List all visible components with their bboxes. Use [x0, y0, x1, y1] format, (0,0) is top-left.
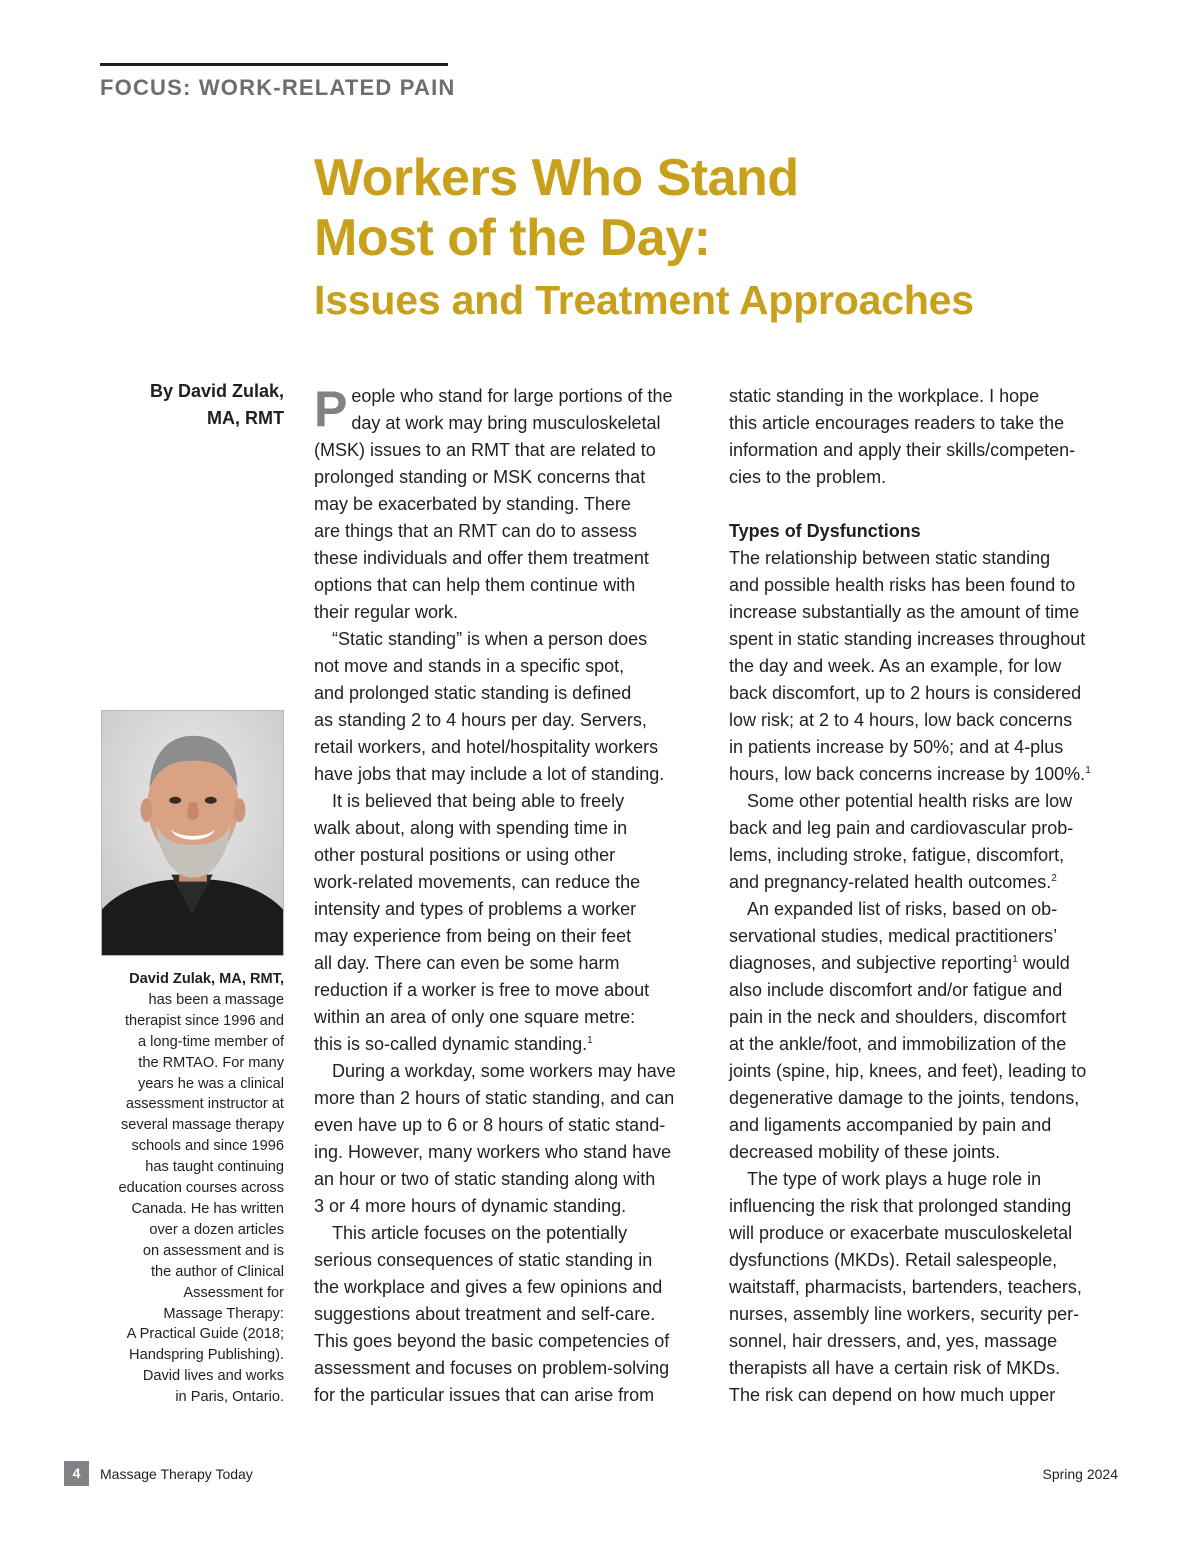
top-rule — [100, 63, 448, 66]
text-line: The type of work plays a huge role in — [747, 1169, 1042, 1189]
bio-line: assessment instructor at — [125, 1096, 284, 1113]
bio-line: the RMTAO. For many — [138, 1054, 284, 1071]
paragraph — [729, 1166, 1117, 1409]
text-line: even have up to 6 or 8 hours of static stand- — [314, 1115, 666, 1135]
text-line: the workplace and gives a few opinions and — [314, 1277, 663, 1297]
text-line: spent in static standing increases throughout — [729, 629, 1086, 649]
paragraph — [314, 788, 702, 1058]
text-line: nurses, assembly line workers, security per- — [729, 1304, 1080, 1324]
byline — [100, 378, 284, 432]
bio-line: Canada. He has written — [131, 1200, 284, 1217]
text-line: The relationship between static standing — [729, 548, 1051, 568]
text-line: 3 or 4 more hours of dynamic standing. — [314, 1196, 627, 1216]
text-line: at the ankle/foot, and immobilization of the — [729, 1034, 1067, 1054]
text-line: walk about, along with spending time in — [314, 818, 628, 838]
text-line — [729, 950, 1117, 977]
text-line: within an area of only one square metre: — [314, 1007, 636, 1027]
bio-line: the author of Clinical — [150, 1263, 284, 1280]
bio-line: on assessment and is — [142, 1242, 284, 1259]
section-heading: Types of Dysfunctions — [729, 521, 921, 541]
text-line: intensity and types of problems a worker — [314, 899, 637, 919]
bio-line: A Practical Guide (2018; — [126, 1326, 284, 1343]
issue-date: Spring 2024 — [1042, 1466, 1118, 1482]
text-line: are things that an RMT can do to assess — [314, 521, 637, 541]
article-subtitle: Issues and Treatment Approaches — [314, 277, 974, 323]
bio-line: has been a massage — [148, 991, 284, 1008]
bio-line: in Paris, Ontario. — [175, 1389, 284, 1406]
text-line: low risk; at 2 to 4 hours, low back concerns — [729, 710, 1073, 730]
author-bio — [100, 969, 284, 1408]
paragraph — [314, 626, 702, 788]
text-fragment: this is so-called dynamic standing. — [314, 1034, 588, 1054]
text-fragment: and pregnancy-related health outcomes. — [729, 872, 1052, 892]
text-line: may experience from being on their feet — [314, 926, 632, 946]
text-line: sonnel, hair dressers, and, yes, massage — [729, 1331, 1058, 1351]
text-line: pain in the neck and shoulders, discomfort — [729, 1007, 1067, 1027]
text-line: in patients increase by 50%; and at 4-plus — [729, 737, 1064, 757]
paragraph — [314, 1058, 702, 1220]
text-line: and ligaments accompanied by pain and — [729, 1115, 1052, 1135]
text-line: back discomfort, up to 2 hours is considered — [729, 683, 1082, 703]
bio-line: years he was a clinical — [137, 1075, 284, 1092]
page-number: 4 — [64, 1461, 89, 1486]
text-line: may be exacerbated by standing. There — [314, 494, 631, 514]
text-line: Some other potential health risks are low — [747, 791, 1073, 811]
bio-line: Handspring Publishing). — [129, 1347, 284, 1364]
text-line: suggestions about treatment and self-care. — [314, 1304, 656, 1324]
drop-cap: P — [314, 381, 348, 437]
paragraph — [729, 545, 1117, 788]
text-line: their regular work. — [314, 602, 459, 622]
bio-line: education courses across — [118, 1180, 284, 1197]
paragraph — [314, 383, 702, 626]
text-line: decreased mobility of these joints. — [729, 1142, 1001, 1162]
text-line — [729, 761, 1117, 788]
text-line: these individuals and offer them treatment — [314, 548, 649, 568]
text-line: will produce or exacerbate musculoskeletal — [729, 1223, 1073, 1243]
text-line: An expanded list of risks, based on ob- — [747, 899, 1058, 919]
text-line: and possible health risks has been found to — [729, 575, 1076, 595]
bio-line: Massage Therapy: — [163, 1305, 284, 1322]
bio-line: has taught continuing — [145, 1159, 284, 1176]
text-fragment: would — [1017, 953, 1070, 973]
text-line — [729, 869, 1117, 896]
article-title — [314, 148, 1174, 330]
text-line: cies to the problem. — [729, 467, 887, 487]
article-column-1 — [314, 383, 702, 1409]
title-line-1: Workers Who Stand — [314, 149, 799, 207]
text-line: lems, including stroke, fatigue, discomfort, — [729, 845, 1065, 865]
text-line: this article encourages readers to take the — [729, 413, 1065, 433]
text-line: have jobs that may include a lot of standing. — [314, 764, 665, 784]
text-line: information and apply their skills/competen- — [729, 440, 1076, 460]
text-line: increase substantially as the amount of time — [729, 602, 1080, 622]
text-line: This article focuses on the potentially — [332, 1223, 628, 1243]
text-line: options that can help them continue with — [314, 575, 636, 595]
text-line: The risk can depend on how much upper — [729, 1385, 1056, 1405]
text-line: static standing in the workplace. I hope — [729, 386, 1040, 406]
paragraph — [729, 896, 1117, 1166]
text-line: “Static standing” is when a person does — [332, 629, 648, 649]
bio-line: a long-time member of — [138, 1033, 284, 1050]
bio-line: over a dozen articles — [149, 1221, 284, 1238]
byline-name: By David Zulak, — [149, 381, 284, 401]
bio-line: several massage therapy — [120, 1117, 284, 1134]
text-line: eople who stand for large portions of the — [351, 386, 673, 406]
text-line — [314, 1031, 702, 1058]
footnote-ref: 1 — [1085, 765, 1091, 776]
text-line: waitstaff, pharmacists, bartenders, teachers, — [729, 1277, 1082, 1297]
text-line: other postural positions or using other — [314, 845, 616, 865]
text-line: reduction if a worker is free to move about — [314, 980, 650, 1000]
footnote-ref: 1 — [587, 1035, 593, 1046]
text-line: degenerative damage to the joints, tendons, — [729, 1088, 1080, 1108]
text-line: It is believed that being able to freely — [332, 791, 625, 811]
article-column-2 — [729, 383, 1117, 1409]
text-line: more than 2 hours of static standing, and can — [314, 1088, 675, 1108]
text-fragment: hours, low back concerns increase by 100%. — [729, 764, 1086, 784]
text-line: the day and week. As an example, for low — [729, 656, 1062, 676]
byline-credentials: MA, RMT — [207, 408, 284, 428]
text-line: During a workday, some workers may have — [332, 1061, 676, 1081]
text-line: (MSK) issues to an RMT that are related to — [314, 440, 656, 460]
paragraph — [314, 1220, 702, 1409]
paragraph — [729, 383, 1117, 491]
bio-line: Assessment for — [183, 1284, 284, 1301]
text-line: serious consequences of static standing in — [314, 1250, 653, 1270]
text-line: This goes beyond the basic competencies of — [314, 1331, 670, 1351]
text-line: influencing the risk that prolonged standing — [729, 1196, 1072, 1216]
text-line: as standing 2 to 4 hours per day. Servers, — [314, 710, 647, 730]
text-line: prolonged standing or MSK concerns that — [314, 467, 646, 487]
text-line: servational studies, medical practitioners’ — [729, 926, 1058, 946]
text-fragment: diagnoses, and subjective reporting — [729, 953, 1013, 973]
text-line: for the particular issues that can arise from — [314, 1385, 655, 1405]
bio-line: David lives and works — [142, 1368, 284, 1385]
text-line: not move and stands in a specific spot, — [314, 656, 625, 676]
footnote-ref: 2 — [1051, 873, 1057, 884]
paragraph — [729, 788, 1117, 896]
text-line: retail workers, and hotel/hospitality workers — [314, 737, 659, 757]
bio-line: therapist since 1996 and — [124, 1012, 284, 1029]
footnote-ref: 1 — [1012, 954, 1018, 965]
author-portrait-image — [102, 711, 283, 955]
title-line-2: Most of the Day: — [314, 209, 711, 267]
bio-name: David Zulak, MA, RMT, — [129, 971, 284, 987]
section-label: FOCUS: WORK-RELATED PAIN — [100, 75, 456, 100]
text-line: assessment and focuses on problem-solving — [314, 1358, 670, 1378]
text-line: and prolonged static standing is defined — [314, 683, 632, 703]
text-line: all day. There can even be some harm — [314, 953, 620, 973]
text-line: back and leg pain and cardiovascular prob- — [729, 818, 1074, 838]
text-line: also include discomfort and/or fatigue and — [729, 980, 1063, 1000]
text-line: day at work may bring musculoskeletal — [351, 413, 661, 433]
bio-line: schools and since 1996 — [131, 1138, 284, 1155]
author-photo — [101, 710, 284, 956]
text-line: an hour or two of static standing along with — [314, 1169, 656, 1189]
text-line: dysfunctions (MKDs). Retail salespeople, — [729, 1250, 1058, 1270]
text-line: work-related movements, can reduce the — [314, 872, 641, 892]
text-line: therapists all have a certain risk of MKDs. — [729, 1358, 1061, 1378]
publication-name: Massage Therapy Today — [100, 1466, 253, 1482]
text-line: ing. However, many workers who stand have — [314, 1142, 672, 1162]
text-line: joints (spine, hip, knees, and feet), leading to — [729, 1061, 1087, 1081]
